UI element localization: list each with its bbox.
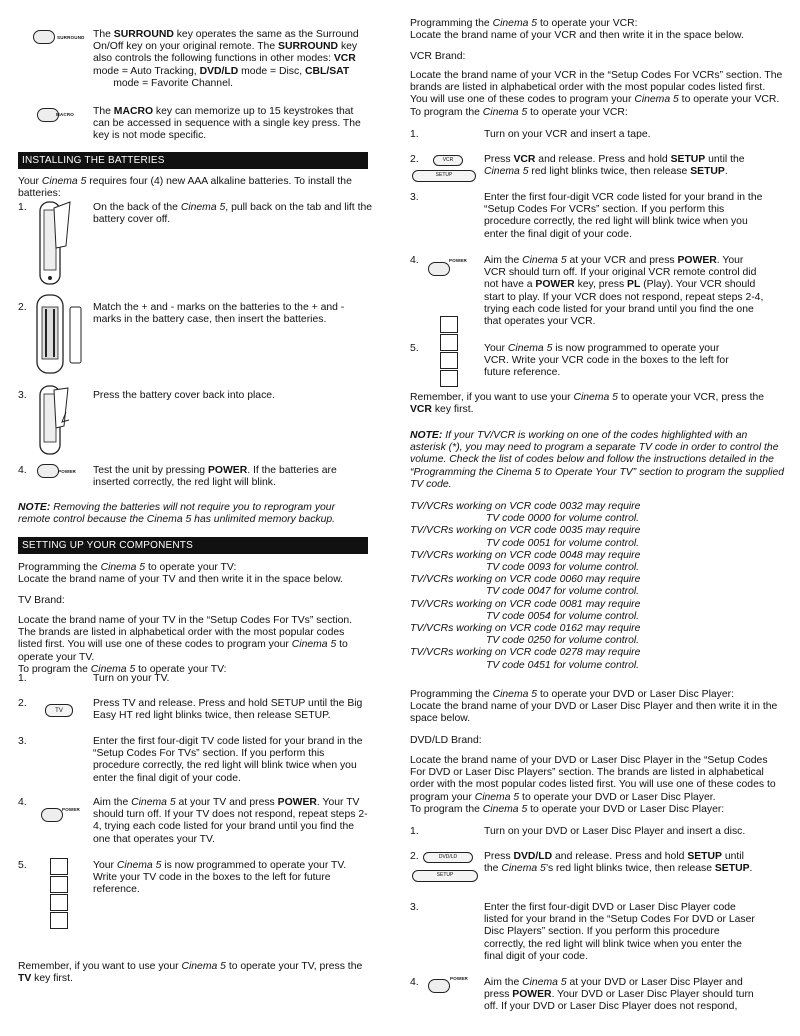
remote-cover-closing-illustration	[36, 382, 76, 458]
code-entry-4: TV/VCRs working on VCR code 0060 may require TV code 0047 for volume control.	[410, 574, 641, 598]
dvd-step-2-text: Press DVD/LD and release. Press and hold SETUP until the Cinema 5’s red light blinks twice, then release SETUP.	[484, 851, 753, 875]
vcr-key-icon: VCR	[433, 155, 463, 166]
setup-key-icon: SETUP	[412, 870, 478, 882]
code-entry-2: TV/VCRs working on VCR code 0035 may require TV code 0051 for volume control.	[410, 525, 641, 549]
vcr-step-5-text: Your Cinema 5 is now programmed to operate your VCR. Write your VCR code in the boxes to the left for future reference.	[484, 343, 729, 379]
components-header: SETTING UP YOUR COMPONENTS	[18, 537, 368, 554]
vcr-step-3-number: 3.	[410, 192, 419, 203]
macro-description: The MACRO key can memorize up to 15 keystrokes that can be accessed in sequence with a single key press. The key is not mode specific.	[93, 106, 361, 142]
vcr-code-box-1[interactable]	[440, 316, 458, 333]
tv-code-box-3[interactable]	[50, 894, 68, 911]
power-button-label: POWER	[58, 469, 77, 474]
battery-step-1-number: 1.	[18, 202, 27, 213]
tv-step-5-number: 5.	[18, 860, 27, 871]
batteries-header: INSTALLING THE BATTERIES	[18, 152, 368, 169]
tv-step-3-text: Enter the first four-digit TV code listed for your brand in the “Setup Codes For TVs” section. If you perform this procedure correctly, the red light will blink twice when you enter the final digit of your code.	[93, 736, 363, 784]
power-button-icon	[428, 262, 450, 276]
remote-back-cover-open-illustration	[36, 198, 76, 288]
power-button-icon	[41, 808, 63, 822]
tv-step-1-text: Turn on your TV.	[93, 673, 170, 684]
tv-programming-intro: Programming the Cinema 5 to operate your TV: Locate the brand name of your TV and then write it in the space below.	[18, 562, 344, 586]
tv-step-4-text: Aim the Cinema 5 at your TV and press POWER. Your TV should turn off. If your TV does not respond, repeat steps 2-4, trying each code listed for your brand until you find the one that operates your TV.	[93, 797, 368, 845]
batteries-intro: Your Cinema 5 requires four (4) new AAA alkaline batteries. To install the batteries:	[18, 176, 352, 200]
dvd-ld-key-icon: DVD/LD	[423, 852, 473, 863]
surround-button-label: SURROUND	[57, 35, 85, 40]
dvd-programming-intro: Programming the Cinema 5 to operate your DVD or Laser Disc Player: Locate the brand name of your DVD or Laser Disc Player and then write it in the space below.	[410, 689, 778, 725]
power-button-label: POWER	[449, 258, 468, 263]
vcr-remember: Remember, if you want to use your Cinema 5 to operate your VCR, press the VCR key first.	[410, 392, 765, 416]
dvd-step-3-number: 3.	[410, 902, 419, 913]
vcr-step-2-text: Press VCR and release. Press and hold SETUP until the Cinema 5 red light blinks twice, then release SETUP.	[484, 154, 745, 178]
battery-step-2-text: Match the + and - marks on the batteries to the + and - marks in the battery case, then insert the batteries.	[93, 302, 345, 326]
dvd-step-4-text: Aim the Cinema 5 at your DVD or Laser Disc Player and press POWER. Your DVD or Laser Disc Player should turn off. If your DVD or Laser Disc Player does not respond,	[484, 977, 754, 1013]
surround-description: The SURROUND key operates the same as the Surround On/Off key on your original remote. The SURROUND key also controls the following functions in other modes: VCR mode = Auto Tracking, DVD/LD mode = Disc, CBL/SAT mode = Favorite Channel.	[93, 29, 359, 89]
code-entry-6: TV/VCRs working on VCR code 0162 may require TV code 0250 for volume control.	[410, 623, 641, 647]
tv-step-5-text: Your Cinema 5 is now programmed to operate your TV. Write your TV code in the boxes to the left for future reference.	[93, 860, 347, 896]
battery-compartment-illustration	[34, 293, 86, 375]
battery-step-3-number: 3.	[18, 390, 27, 401]
vcr-code-box-3[interactable]	[440, 352, 458, 369]
power-button-icon	[428, 979, 450, 993]
tv-step-3-number: 3.	[18, 736, 27, 747]
dvd-step-4-number: 4.	[410, 977, 419, 988]
code-entry-1: TV/VCRs working on VCR code 0032 may require TV code 0000 for volume control.	[410, 501, 641, 525]
tv-step-4-number: 4.	[18, 797, 27, 808]
vcr-code-box-4[interactable]	[440, 370, 458, 387]
dvd-step-1-text: Turn on your DVD or Laser Disc Player and insert a disc.	[484, 826, 746, 837]
vcr-step-4-number: 4.	[410, 255, 419, 266]
surround-button-icon	[33, 30, 55, 44]
vcr-step-2-number: 2.	[410, 154, 419, 165]
vcr-step-1-number: 1.	[410, 129, 419, 140]
code-entry-5: TV/VCRs working on VCR code 0081 may require TV code 0054 for volume control.	[410, 598, 641, 622]
tv-code-box-4[interactable]	[50, 912, 68, 929]
vcr-brand-label: VCR Brand:	[410, 51, 466, 62]
tv-brand-label: TV Brand:	[18, 595, 65, 606]
vcr-step-4-text: Aim the Cinema 5 at your VCR and press POWER. Your VCR should turn off. If your original VCR remote control did not have a POWER key, press PL (Play). Your VCR should start to play. If your VCR does not respond, repeat steps 2-4, trying each code listed for your brand until you find the one that operates your VCR.	[484, 255, 764, 328]
tv-brand-instructions: Locate the brand name of your TV in the “Setup Codes For TVs” section. The brands are listed in alphabetical order with the most popular codes listed first. You will use one of these codes to program your Cinema 5 to operate your TV. To program the Cinema 5 to operate your TV:	[18, 615, 353, 675]
dvd-step-3-text: Enter the first four-digit DVD or Laser Disc Player code listed for your brand in the “Setup Codes For DVD or Laser Disc Players” section. If you perform this procedure correctly, the red light will blink twice when you enter the final digit of your code.	[484, 902, 755, 962]
code-entry-7: TV/VCRs working on VCR code 0278 may require TV code 0451 for volume control.	[410, 647, 641, 671]
setup-key-icon: SETUP	[412, 170, 476, 182]
tvvcr-code-list	[410, 501, 780, 672]
vcr-step-1-text: Turn on your VCR and insert a tape.	[484, 129, 651, 140]
macro-button-label: MACRO	[56, 112, 74, 117]
vcr-code-box-2[interactable]	[440, 334, 458, 351]
battery-step-4-text: Test the unit by pressing POWER. If the batteries are inserted correctly, the red light will blink.	[93, 465, 337, 489]
tv-step-2-number: 2.	[18, 698, 27, 709]
power-button-icon	[37, 464, 59, 478]
battery-step-2-number: 2.	[18, 302, 27, 313]
code-entry-3: TV/VCRs working on VCR code 0048 may require TV code 0093 for volume control.	[410, 549, 641, 574]
battery-step-3-text: Press the battery cover back into place.	[93, 390, 275, 401]
vcr-brand-instructions: Locate the brand name of your VCR in the “Setup Codes For VCRs” section. The brands are listed in alphabetical order with the most popular codes listed first. You will use one of these codes to program your Cinema 5 to operate your VCR. To program the Cinema 5 to operate your VCR:	[410, 70, 783, 118]
dvd-step-2-number: 2.	[410, 851, 419, 862]
battery-step-4-number: 4.	[18, 465, 27, 476]
tv-step-1-number: 1.	[18, 673, 27, 684]
dvd-brand-instructions: Locate the brand name of your DVD or Laser Disc Player in the “Setup Codes For DVD or Laser Disc Players” section. The brands are listed in alphabetical order with the most popular codes listed first. You will use one of these codes to program your Cinema 5 to operate your DVD or Laser Disc Player. To program the Cinema 5 to operate your DVD or Laser Disc Player:	[410, 755, 776, 815]
tv-remember: Remember, if you want to use your Cinema 5 to operate your TV, press the TV key first.	[18, 961, 363, 985]
dvd-step-1-number: 1.	[410, 826, 419, 837]
tv-key-icon: TV	[45, 704, 73, 717]
power-button-label: POWER	[62, 807, 81, 812]
dvd-brand-label: DVD/LD Brand:	[410, 735, 482, 746]
tv-code-box-1[interactable]	[50, 858, 68, 875]
vcr-programming-intro: Programming the Cinema 5 to operate your VCR: Locate the brand name of your VCR and then write it in the space below.	[410, 18, 744, 42]
power-button-label: POWER	[450, 976, 469, 981]
vcr-step-3-text: Enter the first four-digit VCR code listed for your brand in the “Setup Codes For VCRs” section. If you perform this procedure correctly, the red light will blink twice when you enter the final digit of your code.	[484, 192, 763, 240]
batteries-note: NOTE: Removing the batteries will not require you to reprogram your remote control because the Cinema 5 has unlimited memory backup.	[18, 502, 336, 526]
tvvcr-note: NOTE: If your TV/VCR is working on one of the codes highlighted with an asterisk (*), you may need to program a separate TV code in order to control the volume. Check the list of codes below and follow the instructions detailed in the “Programming the Cinema 5 to Operate Your TV” section to program the supplied TV code.	[410, 430, 785, 490]
tv-code-box-2[interactable]	[50, 876, 68, 893]
battery-step-1-text: On the back of the Cinema 5, pull back on the tab and lift the battery cover off.	[93, 202, 373, 226]
vcr-step-5-number: 5.	[410, 343, 419, 354]
tv-step-2-text: Press TV and release. Press and hold SETUP until the Big Easy HT red light blinks twice, then release SETUP.	[93, 698, 363, 722]
